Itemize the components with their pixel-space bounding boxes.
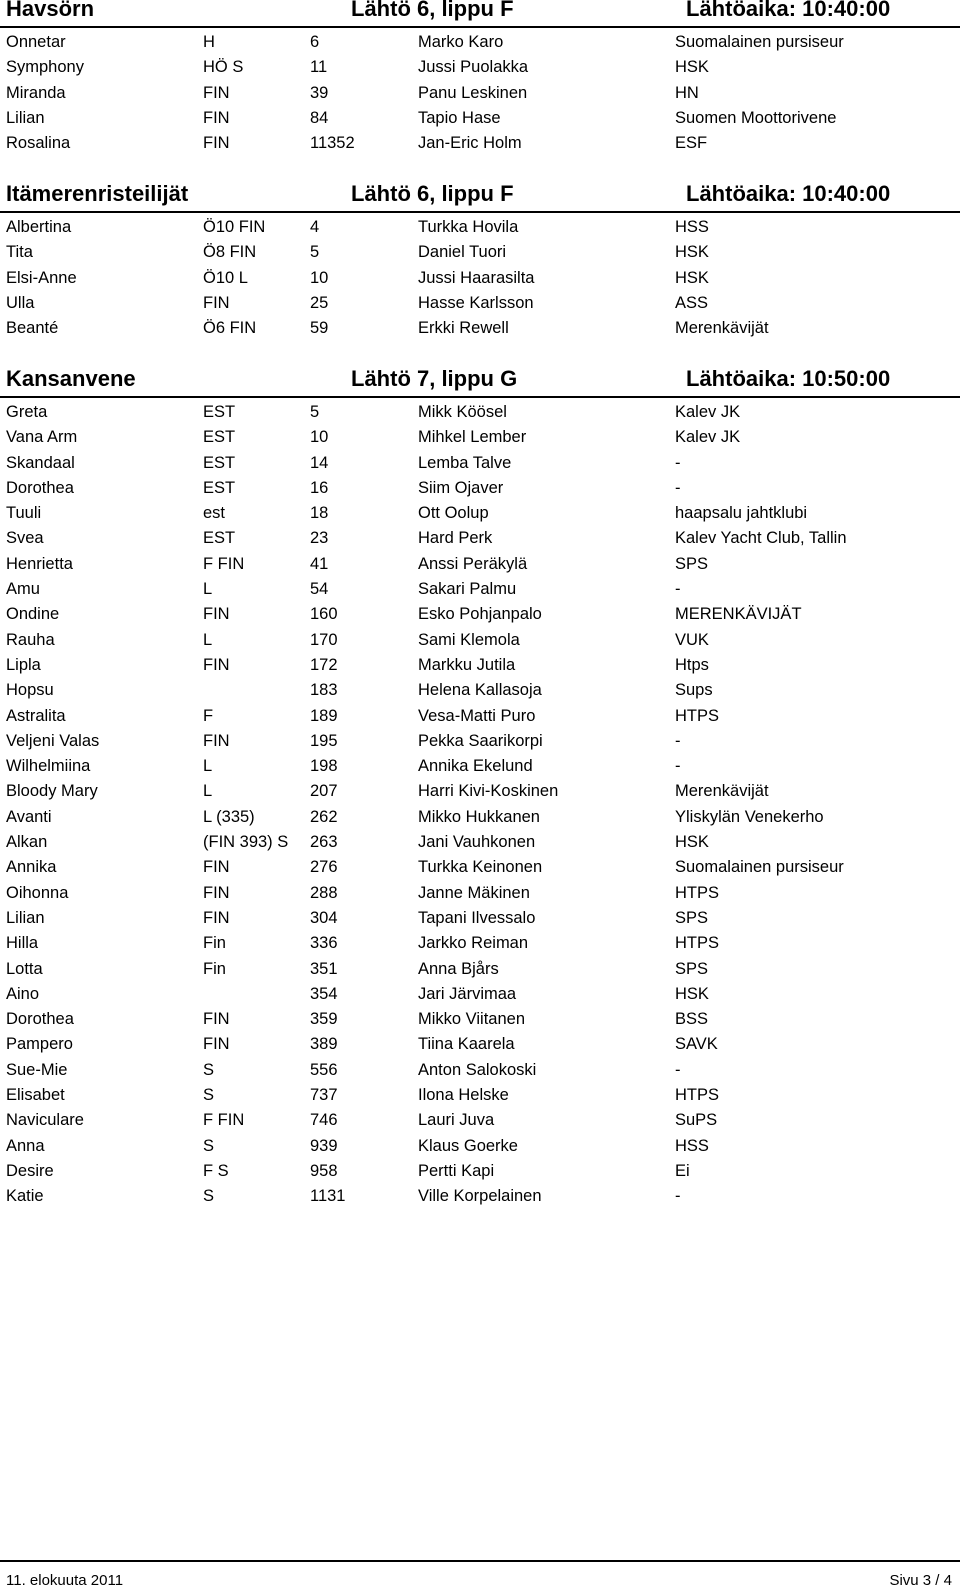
sail-number: 16 — [310, 478, 329, 497]
start-info: Lähtö 7, lippu G — [351, 366, 518, 391]
sail-nationality: L (335) — [203, 807, 255, 826]
class-section-kansanvene — [0, 360, 960, 1211]
sail-nationality: H — [203, 33, 215, 51]
entry-row — [0, 1185, 960, 1210]
sail-number: 10 — [310, 428, 329, 447]
skipper-name: Ilona Helske — [418, 1086, 509, 1105]
entry-row — [0, 1135, 960, 1160]
skipper-name: Pertti Kapi — [418, 1161, 495, 1180]
entry-row — [0, 56, 960, 81]
sail-nationality: EST — [203, 428, 236, 447]
entry-row — [0, 1033, 960, 1058]
club-name: Sups — [675, 681, 713, 700]
skipper-name: Klaus Goerke — [418, 1136, 518, 1155]
sail-number: 354 — [310, 984, 338, 1003]
sail-nationality: FIN — [203, 83, 230, 102]
skipper-name: Ville Korpelainen — [418, 1187, 542, 1206]
sail-nationality: S — [203, 1187, 215, 1206]
skipper-name: Tapani Ilvessalo — [418, 908, 536, 927]
club-name: Suomalainen pursiseur — [675, 858, 844, 877]
sail-number: 262 — [310, 807, 338, 826]
club-name: HSK — [675, 58, 709, 77]
entry-row — [0, 603, 960, 628]
club-name: ASS — [675, 293, 709, 312]
boat-name: Lilian — [6, 108, 45, 127]
sail-nationality: FIN — [203, 293, 230, 312]
boat-name: Hilla — [6, 934, 39, 953]
entry-row — [0, 292, 960, 317]
boat-name: Svea — [6, 529, 44, 548]
skipper-name: Sakari Palmu — [418, 580, 517, 599]
sail-number: 170 — [310, 630, 338, 649]
sail-nationality: F S — [203, 1161, 229, 1180]
club-name: BSS — [675, 1010, 709, 1029]
entry-row — [0, 578, 960, 603]
boat-name: Tita — [6, 243, 33, 262]
start-time: Lähtöaika: 10:40:00 — [686, 0, 891, 21]
sail-nationality: FIN — [203, 858, 230, 877]
sail-number: 276 — [310, 858, 338, 877]
entry-row — [0, 983, 960, 1008]
entry-row — [0, 932, 960, 957]
club-name: Kalev Yacht Club, Tallin — [675, 529, 847, 548]
sail-number: 84 — [310, 108, 329, 127]
boat-name: Albertina — [6, 218, 72, 236]
entry-row — [0, 1109, 960, 1134]
sail-number: 263 — [310, 833, 338, 852]
entry-row — [0, 132, 960, 157]
club-name: Ei — [675, 1161, 690, 1180]
sail-nationality: FIN — [203, 883, 230, 902]
sail-nationality: EST — [203, 403, 236, 421]
skipper-name: Mihkel Lember — [418, 428, 527, 447]
sail-number: 183 — [310, 681, 338, 700]
entry-row — [0, 452, 960, 477]
boat-name: Onnetar — [6, 33, 66, 51]
sail-number: 958 — [310, 1161, 338, 1180]
skipper-name: Panu Leskinen — [418, 83, 528, 102]
page-footer — [0, 1560, 960, 1595]
sail-number: 5 — [310, 403, 320, 421]
entry-row — [0, 553, 960, 578]
sail-nationality: FIN — [203, 908, 230, 927]
skipper-name: Siim Ojaver — [418, 478, 504, 497]
sail-nationality: Ö10 FIN — [203, 218, 266, 236]
skipper-name: Annika Ekelund — [418, 757, 533, 776]
sail-number: 54 — [310, 580, 329, 599]
entry-row — [0, 1160, 960, 1185]
boat-name: Rosalina — [6, 134, 71, 153]
boat-name: Dorothea — [6, 478, 74, 497]
skipper-name: Mikk Köösel — [418, 403, 507, 421]
entry-row — [0, 755, 960, 780]
sail-nationality: (FIN 393) S — [203, 833, 289, 852]
club-name: Kalev JK — [675, 428, 741, 447]
skipper-name: Jani Vauhkonen — [418, 833, 536, 852]
skipper-name: Erkki Rewell — [418, 319, 509, 338]
entry-row — [0, 856, 960, 881]
sail-number: 4 — [310, 218, 320, 236]
class-section-havsorn — [0, 0, 960, 157]
club-name: - — [675, 1060, 681, 1079]
sail-number: 11352 — [310, 134, 355, 153]
club-name: haapsalu jahtklubi — [675, 504, 808, 523]
boat-name: Elsi-Anne — [6, 268, 77, 287]
sail-number: 389 — [310, 1035, 338, 1054]
sail-nationality: L — [203, 757, 213, 776]
boat-name: Amu — [6, 580, 40, 599]
boat-name: Wilhelmiina — [6, 757, 91, 776]
boat-name: Desire — [6, 1161, 54, 1180]
entry-row — [0, 629, 960, 654]
club-name: - — [675, 757, 681, 776]
entry-row — [0, 679, 960, 704]
sail-number: 18 — [310, 504, 329, 523]
boat-name: Anna — [6, 1136, 45, 1155]
club-name: - — [675, 1187, 681, 1206]
entry-row — [0, 1008, 960, 1033]
class-section-itamerenristeilijat — [0, 175, 960, 342]
boat-name: Veljeni Valas — [6, 731, 100, 750]
boat-name: Aino — [6, 984, 40, 1003]
entry-row — [0, 780, 960, 805]
club-name: Suomen Moottorivene — [675, 108, 837, 127]
club-name: SPS — [675, 554, 709, 573]
sail-nationality: FIN — [203, 108, 230, 127]
club-name: MERENKÄVIJÄT — [675, 605, 802, 624]
class-header — [0, 0, 960, 28]
club-name: HTPS — [675, 706, 720, 725]
sail-nationality: S — [203, 1060, 215, 1079]
entry-row — [0, 907, 960, 932]
club-name: HSK — [675, 268, 709, 287]
sail-nationality: EST — [203, 478, 236, 497]
sail-nationality: FIN — [203, 731, 230, 750]
club-name: HSK — [675, 833, 709, 852]
skipper-name: Mikko Viitanen — [418, 1010, 526, 1029]
sail-nationality: FIN — [203, 1035, 230, 1054]
club-name: Suomalainen pursiseur — [675, 33, 844, 51]
sail-number: 556 — [310, 1060, 338, 1079]
entry-row — [0, 654, 960, 679]
boat-name: Vana Arm — [6, 428, 78, 447]
class-header — [0, 175, 960, 213]
entry-row — [0, 882, 960, 907]
class-title: Havsörn — [6, 0, 95, 21]
skipper-name: Pekka Saarikorpi — [418, 731, 543, 750]
club-name: VUK — [675, 630, 709, 649]
class-title: Itämerenristeilijät — [6, 181, 189, 206]
club-name: - — [675, 453, 681, 472]
boat-name: Lotta — [6, 959, 43, 978]
club-name: - — [675, 478, 681, 497]
club-name: SAVK — [675, 1035, 718, 1054]
club-name: HTPS — [675, 1086, 720, 1105]
sail-number: 195 — [310, 731, 338, 750]
sail-number: 160 — [310, 605, 338, 624]
skipper-name: Helena Kallasoja — [418, 681, 542, 700]
sail-number: 14 — [310, 453, 329, 472]
club-name: Kalev JK — [675, 403, 741, 421]
sail-number: 11 — [310, 58, 328, 77]
sail-number: 10 — [310, 268, 329, 287]
start-info: Lähtö 6, lippu F — [351, 0, 514, 21]
skipper-name: Tiina Kaarela — [418, 1035, 515, 1054]
class-title: Kansanvene — [6, 366, 136, 391]
boat-name: Oihonna — [6, 883, 69, 902]
entry-row — [0, 107, 960, 132]
boat-name: Skandaal — [6, 453, 75, 472]
skipper-name: Lemba Talve — [418, 453, 512, 472]
sail-nationality: FIN — [203, 655, 230, 674]
sail-nationality: FIN — [203, 134, 230, 153]
entry-row — [0, 1059, 960, 1084]
boat-name: Ondine — [6, 605, 60, 624]
boat-name: Sue-Mie — [6, 1060, 68, 1079]
skipper-name: Hasse Karlsson — [418, 293, 534, 312]
boat-name: Pampero — [6, 1035, 73, 1054]
entry-row — [0, 317, 960, 342]
entry-row — [0, 477, 960, 502]
boat-name: Rauha — [6, 630, 55, 649]
start-info: Lähtö 6, lippu F — [351, 181, 514, 206]
sail-nationality: F — [203, 706, 214, 725]
club-name: HSS — [675, 218, 709, 236]
skipper-name: Janne Mäkinen — [418, 883, 530, 902]
entry-row — [0, 216, 960, 241]
club-name: HN — [675, 83, 699, 102]
boat-name: Lilian — [6, 908, 45, 927]
footer-date: 11. elokuuta 2011 — [6, 1572, 124, 1589]
boat-name: Lipla — [6, 655, 41, 674]
boat-name: Astralita — [6, 706, 66, 725]
skipper-name: Ott Oolup — [418, 504, 489, 523]
club-name: - — [675, 731, 681, 750]
sail-nationality: EST — [203, 453, 236, 472]
club-name: - — [675, 580, 681, 599]
club-name: Htps — [675, 655, 709, 674]
skipper-name: Anna Bjårs — [418, 959, 499, 978]
sail-number: 359 — [310, 1010, 338, 1029]
boat-name: Miranda — [6, 83, 66, 102]
skipper-name: Jussi Puolakka — [418, 58, 529, 77]
sail-nationality: Ö10 L — [203, 268, 248, 287]
sail-nationality: Fin — [203, 934, 226, 953]
entry-row — [0, 82, 960, 107]
boat-name: Ulla — [6, 293, 35, 312]
entry-row — [0, 831, 960, 856]
boat-name: Elisabet — [6, 1086, 65, 1105]
sail-number: 336 — [310, 934, 338, 953]
club-name: SPS — [675, 959, 709, 978]
boat-name: Symphony — [6, 58, 84, 77]
sail-nationality: F FIN — [203, 554, 245, 573]
boat-name: Tuuli — [6, 504, 42, 523]
skipper-name: Esko Pohjanpalo — [418, 605, 542, 624]
skipper-name: Lauri Juva — [418, 1111, 495, 1130]
boat-name: Annika — [6, 858, 57, 877]
sail-nationality: Ö8 FIN — [203, 243, 257, 262]
skipper-name: Harri Kivi-Koskinen — [418, 782, 559, 801]
sail-number: 41 — [310, 554, 329, 573]
sail-nationality: est — [203, 504, 226, 523]
boat-name: Dorothea — [6, 1010, 74, 1029]
entry-row — [0, 958, 960, 983]
club-name: HTPS — [675, 934, 720, 953]
entry-row — [0, 31, 960, 56]
sail-number: 5 — [310, 243, 320, 262]
sail-number: 207 — [310, 782, 338, 801]
sail-nationality: F FIN — [203, 1111, 245, 1130]
entries-list — [0, 401, 960, 1211]
entry-row — [0, 502, 960, 527]
entry-row — [0, 806, 960, 831]
sail-number: 351 — [310, 959, 338, 978]
sail-number: 59 — [310, 319, 329, 338]
entry-row — [0, 705, 960, 730]
sail-number: 172 — [310, 655, 338, 674]
skipper-name: Turkka Keinonen — [418, 858, 543, 877]
skipper-name: Vesa-Matti Puro — [418, 706, 536, 725]
club-name: HTPS — [675, 883, 720, 902]
entry-row — [0, 1084, 960, 1109]
sail-number: 939 — [310, 1136, 338, 1155]
sail-number: 304 — [310, 908, 338, 927]
boat-name: Beanté — [6, 319, 59, 338]
sail-number: 23 — [310, 529, 329, 548]
sail-nationality: Ö6 FIN — [203, 319, 257, 338]
sail-number: 25 — [310, 293, 329, 312]
sail-number: 288 — [310, 883, 338, 902]
club-name: ESF — [675, 134, 708, 153]
skipper-name: Daniel Tuori — [418, 243, 507, 262]
club-name: HSK — [675, 243, 709, 262]
boat-name: Alkan — [6, 833, 48, 852]
boat-name: Henrietta — [6, 554, 73, 573]
entry-row — [0, 241, 960, 266]
entry-row — [0, 730, 960, 755]
sail-number: 1131 — [310, 1187, 346, 1206]
club-name: SuPS — [675, 1111, 718, 1130]
club-name: HSK — [675, 984, 709, 1003]
footer-page-number: Sivu 3 / 4 — [889, 1572, 952, 1589]
entries-list — [0, 216, 960, 342]
class-header — [0, 360, 960, 398]
sail-number: 6 — [310, 33, 320, 51]
sail-nationality: L — [203, 782, 213, 801]
sail-number: 737 — [310, 1086, 338, 1105]
sail-nationality: L — [203, 630, 213, 649]
skipper-name: Turkka Hovila — [418, 218, 519, 236]
skipper-name: Anssi Peräkylä — [418, 554, 528, 573]
boat-name: Hopsu — [6, 681, 54, 700]
skipper-name: Mikko Hukkanen — [418, 807, 540, 826]
skipper-name: Jussi Haarasilta — [418, 268, 535, 287]
sail-number: 189 — [310, 706, 338, 725]
club-name: Merenkävijät — [675, 782, 769, 801]
skipper-name: Hard Perk — [418, 529, 493, 548]
skipper-name: Jan-Eric Holm — [418, 134, 522, 153]
sail-nationality: L — [203, 580, 213, 599]
skipper-name: Marko Karo — [418, 33, 504, 51]
entry-row — [0, 267, 960, 292]
entry-row — [0, 527, 960, 552]
skipper-name: Anton Salokoski — [418, 1060, 537, 1079]
boat-name: Naviculare — [6, 1111, 84, 1130]
boat-name: Katie — [6, 1187, 44, 1206]
entry-row — [0, 426, 960, 451]
sail-nationality: EST — [203, 529, 236, 548]
start-time: Lähtöaika: 10:40:00 — [686, 181, 891, 206]
club-name: Merenkävijät — [675, 319, 769, 338]
sail-number: 746 — [310, 1111, 338, 1130]
club-name: SPS — [675, 908, 709, 927]
skipper-name: Tapio Hase — [418, 108, 501, 127]
sail-nationality: FIN — [203, 1010, 230, 1029]
sail-nationality: S — [203, 1136, 215, 1155]
skipper-name: Sami Klemola — [418, 630, 520, 649]
sail-number: 198 — [310, 757, 338, 776]
entry-row — [0, 401, 960, 426]
sail-number: 39 — [310, 83, 329, 102]
club-name: Yliskylän Venekerho — [675, 807, 824, 826]
sail-nationality: HÖ S — [203, 58, 244, 77]
skipper-name: Jari Järvimaa — [418, 984, 517, 1003]
sail-nationality: Fin — [203, 959, 226, 978]
club-name: HSS — [675, 1136, 709, 1155]
boat-name: Avanti — [6, 807, 52, 826]
skipper-name: Jarkko Reiman — [418, 934, 529, 953]
start-time: Lähtöaika: 10:50:00 — [686, 366, 891, 391]
sail-nationality: S — [203, 1086, 215, 1105]
entries-list — [0, 31, 960, 157]
boat-name: Bloody Mary — [6, 782, 98, 801]
sail-nationality: FIN — [203, 605, 230, 624]
skipper-name: Markku Jutila — [418, 655, 516, 674]
boat-name: Greta — [6, 403, 48, 421]
